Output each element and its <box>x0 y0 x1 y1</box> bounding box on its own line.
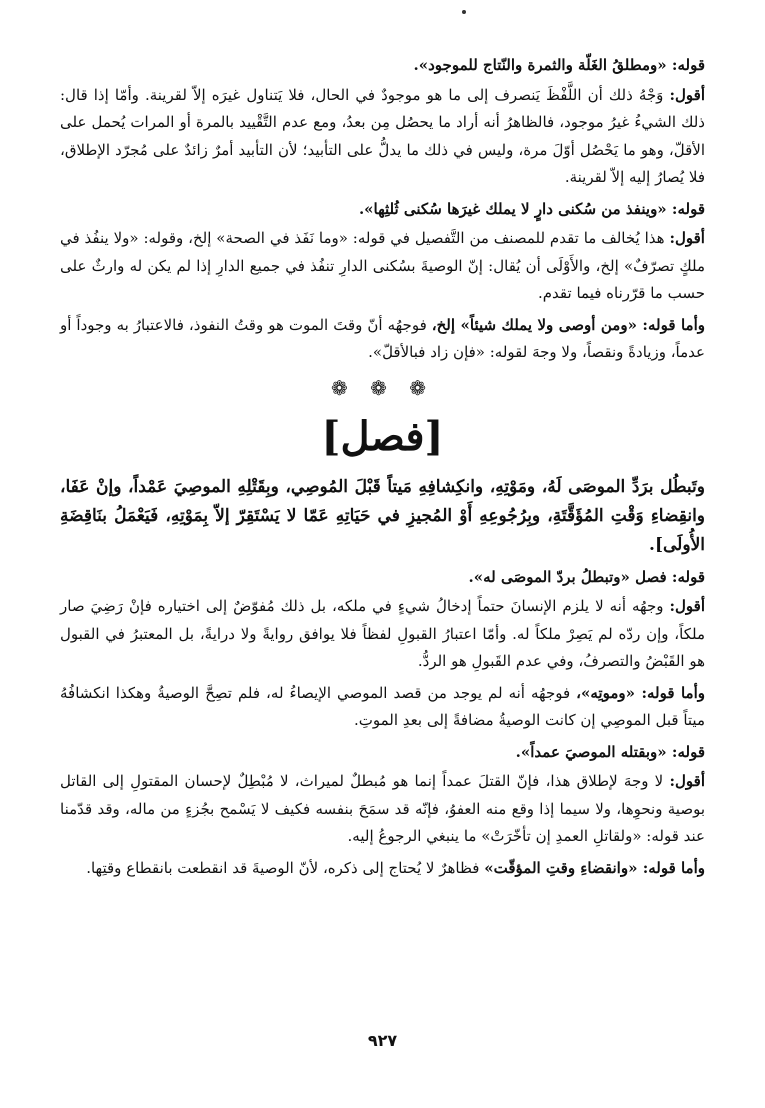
aqul-paragraph-1 <box>60 82 705 192</box>
amma-paragraph-2 <box>60 680 705 735</box>
aqul-paragraph-2 <box>60 225 705 308</box>
qawl-paragraph-4 <box>60 739 705 767</box>
section-separator-stars: ❁ ❁ ❁ <box>331 375 434 400</box>
qawl-lead: قوله: <box>671 56 705 74</box>
amma-lead: وأما قوله: «ومن أوصى ولا يملك شيئاً» إلخ، <box>431 315 705 334</box>
qawl-text: «وبقتله الموصيَ عمداً». <box>515 742 667 761</box>
qawl-paragraph-2 <box>60 196 705 224</box>
section-title: [فصل] <box>321 412 444 460</box>
qawl-text: «وينفذ من سُكنى دارٍ لا يملك غيرَها سُكنى ثُلثِها». <box>358 199 667 218</box>
amma-text: فوجهُه أنّ وقتَ الموت هو وقتُ النفوذ، فالاعتبارُ به وجوداً أو عدماً، وزيادةً ونقصاً، ولا وجهَ لقوله: «فإن زاد فبالأقلّ». <box>60 315 705 361</box>
amma-text: فوجهُه أنه لم يوجد من قصد الموصي الإيصاءُ له، فلم تصِحَّ الوصيةُ وهكذا انكشافُهُ ميتاً قبل الموصِي إن كانت الوصيةُ مضافةً إلى بعدِ الموتِ. <box>60 683 705 729</box>
aqul-lead: أقول: <box>669 229 705 247</box>
aqul-text: وَجْهُ ذلك أن اللَّفْظَ يَنصرف إلى ما هو موجودٌ في الحال، فلا يَتناول غيرَه إلاّ لقرينة. وأمّا إذا قال: ذلك الشيءُ غيرُ موجود، فالظاهرُ أنه أراد ما يحصُل مِن بعدُ، ومع عدم التَّقْييد بالمرة أو المرات يُحمل على الأقلّ، وهو ما يَحْصُل أوّلَ مرة، وليس في ذلك ما يدلُّ على التأبيد؛ لأن التأبيد أمرٌ زائدٌ على مُجرّد الإطلاق، فلا يُصارُ إليه إلاّ لقرينة. <box>60 85 705 186</box>
amma-lead: وأما قوله: «وانقضاءِ وقتِ المؤقّت» <box>484 858 705 877</box>
page-body <box>60 52 705 1068</box>
aqul-text: هذا يُخالف ما تقدم للمصنف من التَّفصيل في قوله: «وما نَفَذ في الصحة» إلخ، وقوله: «ولا ينفُذ في ملكٍ تصرّفٌ» إلخ، والأَوْلَى أن يُقال: إنّ الوصيةَ بسُكنى الدارِ تنفُذ في جميع الدارِ إذا لم يكن له وارثٌ على حسب ما قرّرناه فيما تقدم. <box>60 229 705 302</box>
aqul-text: وجهُه أنه لا يلزم الإنسانَ حتماً إدخالُ شيءٍ في ملكه، بل ذلك مُفوّضٌ إلى اختياره فإنْ رَضِيَ صار ملكاً، وإن ردّه لم يَصِرْ ملكاً له. وأمّا اعتبارُ القبولِ لفظاً فلا يوافق روايةً ولا درايةً، بل المعتبرُ في القبول هو القَبْضُ والتصرفُ، وفي عدم القَبولِ هو الردُّ. <box>60 597 705 670</box>
amma-paragraph-3 <box>60 855 705 883</box>
aqul-lead: أقول: <box>669 85 705 104</box>
qawl-paragraph-1 <box>60 52 705 80</box>
qawl-lead: قوله: <box>671 567 705 586</box>
amma-lead: وأما قوله: «وموتِه»، <box>576 683 705 702</box>
matn-block <box>60 473 705 560</box>
amma-paragraph-1 <box>60 312 705 367</box>
matn-text: وتَبطُل برَدِّ الموصَى لَهُ، ومَوْتِهِ، وانكِشافِهِ مَيتاً قَبْلَ المُوصِي، وبِقَتْلِهِ الموصِيَ عَمْداً، وإنْ عَفَا، وانقِضاءِ وَقْتِ المُؤَقَّتَةِ، وبِرُجُوعِهِ أَوْ المُجيزِ في حَيَاتِهِ عَمّا لا يَسْتَقِرّ إلاّ بِمَوْتِهِ، فَيَعْمَلُ بنَاقِضَةِ الأُولَى]. <box>60 476 705 555</box>
qawl-text: فصل «وتبطلُ بردّ الموصَى له». <box>468 567 667 586</box>
page-number: ٩٢٧ <box>367 1031 398 1050</box>
qawl-lead: قوله: <box>671 199 705 218</box>
aqul-lead: أقول: <box>669 772 705 790</box>
aqul-lead: أقول: <box>669 597 705 615</box>
aqul-text: لا وجهَ لإطلاق هذا، فإنّ القتلَ عمداً إنما هو مُبطلٌ لميراث، لا مُبْطِلٌ لإحسان المقتولِ إلى القاتل بوصية ونحوِها، ولا سيما إذا وقع منه العفوُ، فإنّه قد سمَحَ بنفسه فكيف لا يَسْمح بجُزءٍ من ماله، وقد قدّمنا عند قوله: «ولقاتلِ العمدِ إن تأخّرَتْ» ما ينبغي الرجوعُ إليه. <box>60 772 705 845</box>
qawl-paragraph-3 <box>60 564 705 592</box>
qawl-text: «ومطلقُ الغَلّة والثمرة والنّتاج للموجود». <box>413 56 667 74</box>
amma-text: فظاهرٌ لا يُحتاج إلى ذكره، لأنّ الوصيةَ قد انقطعت بانقطاع وقتِها. <box>86 858 480 877</box>
aqul-paragraph-4 <box>60 768 705 851</box>
aqul-paragraph-3 <box>60 593 705 676</box>
page-mark <box>462 10 466 14</box>
qawl-lead: قوله: <box>671 742 705 761</box>
